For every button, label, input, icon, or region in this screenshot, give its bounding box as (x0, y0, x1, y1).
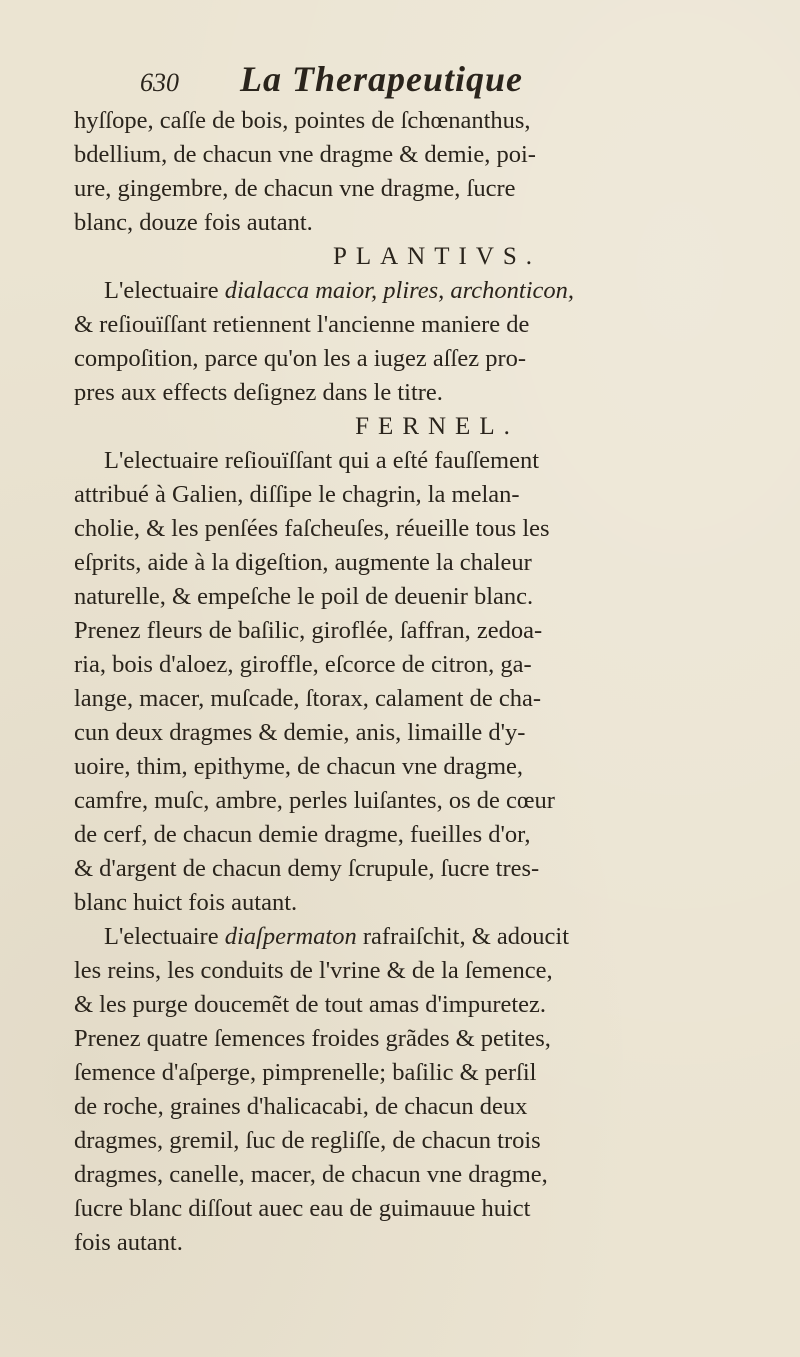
text-line: ſemence d'aſperge, pimprenelle; baſilic & perſil (74, 1059, 537, 1086)
text-line: Prenez quatre ſemences froides grãdes & petites, (74, 1025, 551, 1052)
section-heading-fernel: FERNEL. (355, 413, 519, 440)
text-fragment: L'electuaire (104, 923, 225, 950)
text-line: naturelle, & empeſche le poil de deuenir blanc. (74, 583, 534, 610)
text-line: hyſſope, caſſe de bois, pointes de ſchœnanthus, (74, 107, 531, 134)
italic-term: diaſpermaton (224, 923, 357, 950)
body-text (74, 104, 760, 1260)
text-line: cun deux dragmes & demie, anis, limaille d'y- (74, 719, 526, 746)
text-line: blanc huict fois autant. (74, 889, 298, 916)
text-fragment: rafraiſchit, & adoucit (356, 923, 569, 950)
text-line: camfre, muſc, ambre, perles luiſantes, os de cœur (74, 787, 555, 814)
text-line: bdellium, de chacun vne dragme & demie, poi- (74, 141, 536, 168)
text-line: de cerf, de chacun demie dragme, fueilles d'or, (74, 821, 531, 848)
text-line: fois autant. (74, 1229, 183, 1256)
text-line: ſucre blanc diſſout auec eau de guimauue huict (74, 1195, 531, 1222)
text-line: & reſiouïſſant retiennent l'ancienne maniere de (74, 311, 530, 338)
text-line: uoire, thim, epithyme, de chacun vne dragme, (74, 753, 524, 780)
text-line: blanc, douze fois autant. (74, 209, 313, 236)
text-line: dragmes, gremil, ſuc de regliſſe, de chacun trois (74, 1127, 541, 1154)
text-line: les reins, les conduits de l'vrine & de la ſemence, (74, 957, 553, 984)
running-title: La Therapeutique (240, 59, 523, 99)
text-line: & les purge doucemẽt de tout amas d'impuretez. (74, 991, 547, 1018)
text-line: lange, macer, muſcade, ſtorax, calament de cha- (74, 685, 541, 712)
text-line: cholie, & les penſées faſcheuſes, réueille tous les (74, 515, 550, 542)
text-line: attribué à Galien, diſſipe le chagrin, la melan- (74, 481, 520, 508)
text-line: Prenez fleurs de baſilic, giroflée, ſaffran, zedoa- (74, 617, 543, 644)
text-line: compoſition, parce qu'on les a iugez aſſez pro- (74, 345, 527, 372)
text-line: dragmes, canelle, macer, de chacun vne dragme, (74, 1161, 548, 1188)
text-line: L'electuaire reſiouïſſant qui a eſté fauſſement (104, 447, 540, 474)
text-line: & d'argent de chacun demy ſcrupule, ſucre tres- (74, 855, 540, 882)
text-line: eſprits, aide à la digeſtion, augmente la chaleur (74, 549, 532, 576)
text-line: ria, bois d'aloez, giroffle, eſcorce de citron, ga- (74, 651, 532, 678)
text-line (74, 274, 760, 308)
text-line: de roche, graines d'halicacabi, de chacun deux (74, 1093, 528, 1120)
page-header (140, 58, 760, 104)
section-heading-plantius: PLANTIVS. (332, 243, 542, 270)
text-fragment: L'electuaire (104, 277, 225, 304)
text-line (74, 920, 760, 954)
text-line: ure, gingembre, de chacun vne dragme, ſucre (74, 175, 516, 202)
italic-term: dialacca maior, plires, archonticon, (224, 277, 575, 304)
text-line: pres aux effects deſignez dans le titre. (74, 379, 443, 406)
page-number: 630 (140, 68, 179, 97)
